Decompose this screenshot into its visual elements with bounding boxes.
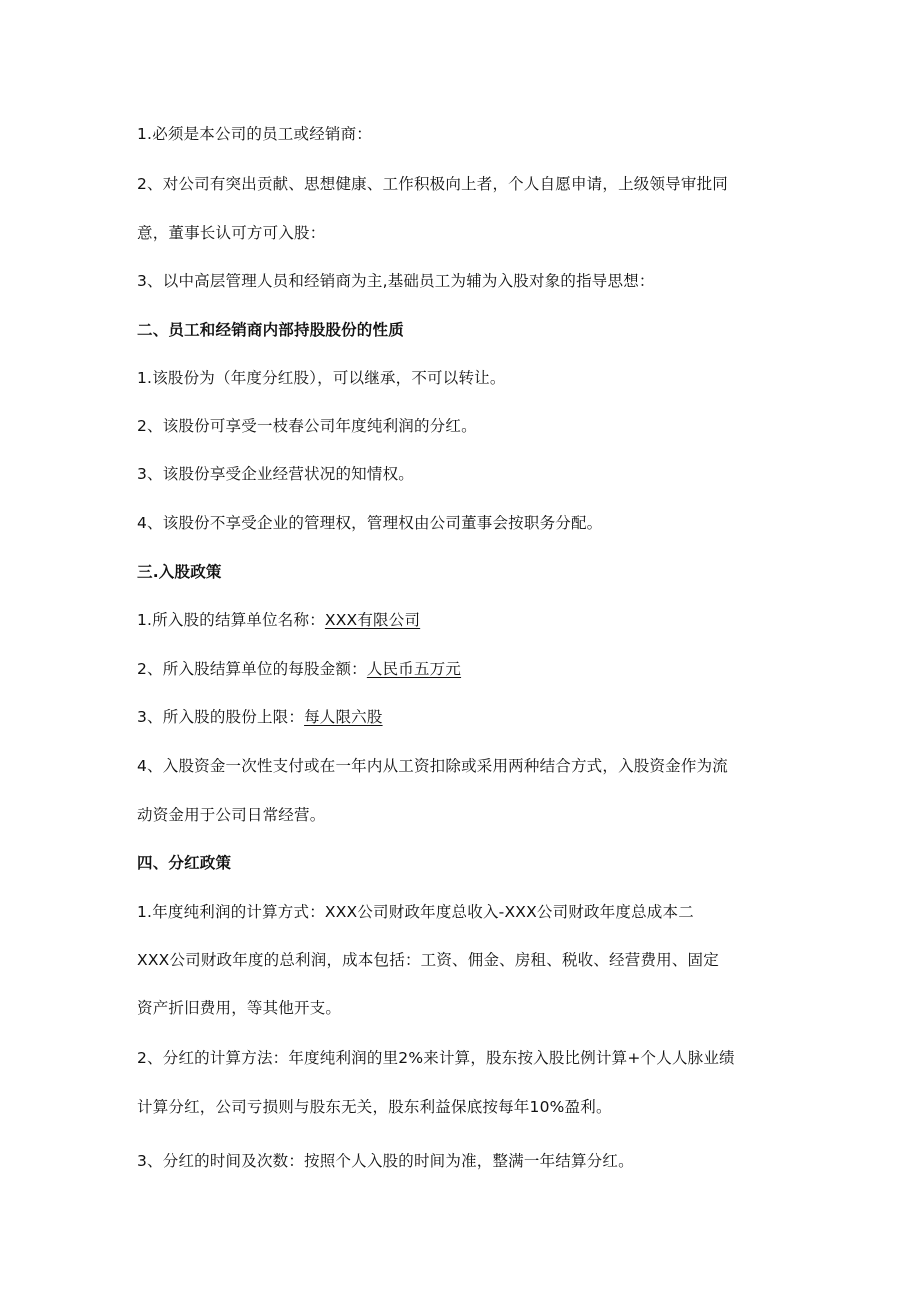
paragraph-line: 1.年度纯利润的计算方式：XXX公司财政年度总收入-XXX公司财政年度总成本二 [137,903,694,921]
paragraph-line: 动资金用于公司日常经营。 [137,806,326,824]
paragraph-line: 3、以中高层管理人员和经销商为主,基础员工为辅为入股对象的指导思想： [137,272,655,290]
paragraph-line: 2、对公司有突出贡献、思想健康、工作积极向上者，个人自愿申请，上级领导审批同 [137,175,728,193]
paragraph-line: 1.该股份为（年度分红股），可以继承，不可以转让。 [137,369,506,387]
paragraph-line: 计算分红，公司亏损则与股东无关，股东利益保底按每年10%盈利。 [137,1098,612,1116]
section-heading: 二、员工和经销商内部持股股份的性质 [137,321,404,339]
underlined-value: XXX有限公司 [324,611,421,629]
paragraph-line [137,705,797,729]
paragraph-line: 4、入股资金一次性支付或在一年内从工资扣除或采用两种结合方式，入股资金作为流 [137,757,728,775]
section-heading: 四、分红政策 [137,854,232,872]
paragraph-line: 意，董事长认可方可入股： [137,224,326,242]
line-label: 1.所入股的结算单位名称： [137,611,325,629]
paragraph-line: 1.必须是本公司的员工或经销商： [137,125,372,143]
paragraph-line: 2、分红的计算方法：年度纯利润的里2%来计算，股东按入股比例计算+个人人脉业绩 [137,1049,735,1067]
paragraph-line: XXX公司财政年度的总利润，成本包括：工资、佣金、房租、税收、经营费用、固定 [137,951,719,969]
paragraph-line [137,657,797,681]
paragraph-line: 3、分红的时间及次数：按照个人入股的时间为准，整满一年结算分红。 [137,1152,634,1170]
underlined-value: 每人限六股 [304,708,383,726]
paragraph-line: 3、该股份享受企业经营状况的知情权。 [137,465,414,483]
paragraph-line: 4、该股份不享受企业的管理权，管理权由公司董事会按职务分配。 [137,514,603,532]
paragraph-line: 2、该股份可享受一枝春公司年度纯利润的分红。 [137,417,477,435]
paragraph-line: 资产折旧费用，等其他开支。 [137,999,342,1017]
underlined-value: 人民币五万元 [366,660,462,678]
line-label: 2、所入股结算单位的每股金额： [137,660,367,678]
line-label: 3、所入股的股份上限： [137,708,305,726]
paragraph-line [137,608,797,632]
section-heading: 三.入股政策 [137,563,222,581]
